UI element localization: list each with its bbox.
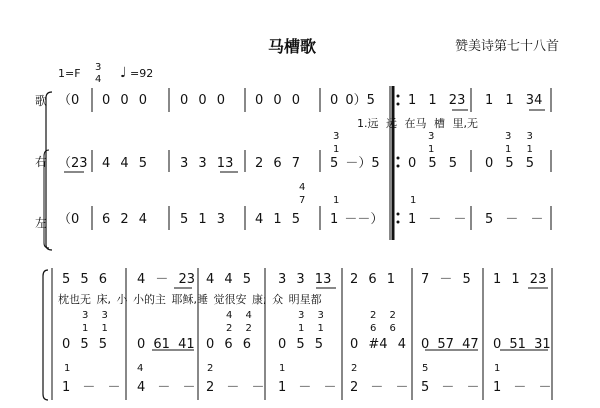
lh-measure-4: 4 1 5 xyxy=(255,212,301,227)
voice-measure-5: 0 0）5 xyxy=(330,93,375,108)
rh-measure-10: 0 6 6 xyxy=(206,337,252,352)
lh-measure-11: 1 － － xyxy=(278,380,337,395)
voice-measure-3: 0 0 0 xyxy=(180,93,226,108)
rh-measure-6: 0 5 5 xyxy=(408,156,458,171)
rh-chord-middle: 1 xyxy=(333,144,340,155)
voice-measure-2: 0 0 0 xyxy=(102,93,148,108)
lh-measure-10: 2 － － xyxy=(206,380,265,395)
voice-measure-7: 1 1 34 xyxy=(485,93,543,108)
rh-measure-4: 2 6 7 xyxy=(255,156,301,171)
rh-measure-5: 5 －）5 xyxy=(330,156,380,171)
lh-chord-middle: 1 xyxy=(333,195,340,206)
part-label-left: 左 xyxy=(35,216,48,230)
rh-measure-7: 0 5 5 xyxy=(485,156,535,171)
voice-measure-11: 3 3 13 xyxy=(278,272,332,287)
rh-measure-3: 3 3 13 xyxy=(180,156,234,171)
lh2-chord: 1 xyxy=(64,363,71,374)
lh-measure-1: （0 xyxy=(58,212,80,227)
lh-chord-middle: 7 xyxy=(299,195,306,206)
rh-measure-12: 0 #4 4 xyxy=(350,337,406,352)
lh-measure-14: 1 － － xyxy=(493,380,552,395)
rh2-chord-middle: 6 6 xyxy=(370,323,396,334)
lh2-chord: 1 xyxy=(279,363,286,374)
voice-measure-4: 0 0 0 xyxy=(255,93,301,108)
lh-measure-3: 5 1 3 xyxy=(180,212,226,227)
rh2-chord-upper: 2 2 xyxy=(370,310,396,321)
rh-measure-9: 0 61 41 xyxy=(137,337,195,352)
voice-measure-13: 7 － 5 xyxy=(421,272,471,287)
voice-measure-6: 1 1 23 xyxy=(408,93,466,108)
lh-measure-12: 2 － － xyxy=(350,380,409,395)
rh2-chord-middle: 1 1 xyxy=(298,323,324,334)
rh-measure-8: 0 5 5 xyxy=(62,337,108,352)
key-signature: 1=F xyxy=(58,67,81,80)
part-label-right: 右 xyxy=(35,155,48,169)
rh-measure-1: （23 xyxy=(58,156,88,171)
lh-measure-9: 4 － － xyxy=(137,380,196,395)
lyrics-line-1: 1.远 远 在马 槽 里,无 xyxy=(357,117,478,130)
lh-chord-middle: 1 xyxy=(410,195,417,206)
time-signature-bottom: 4 xyxy=(95,74,102,85)
voice-measure-8: 5 5 6 xyxy=(62,272,108,287)
rh-measure-11: 0 5 5 xyxy=(278,337,324,352)
rh-chord-upper: 3 xyxy=(428,131,435,142)
lh2-chord: 2 xyxy=(351,363,358,374)
voice-measure-10: 4 4 5 xyxy=(206,272,252,287)
rh-chord-upper: 3 3 xyxy=(505,131,533,142)
page-title: 马槽歌 xyxy=(268,37,317,56)
lh-measure-7: 5 － － xyxy=(485,212,544,227)
part-label-voice: 歌 xyxy=(35,94,48,108)
rh-measure-13: 0 57 47 xyxy=(421,337,479,352)
time-signature-top: 3 xyxy=(95,62,102,73)
rh2-chord-upper: 3 3 xyxy=(82,310,108,321)
rh-chord-middle: 1 xyxy=(428,144,435,155)
voice-measure-9: 4 － 23 xyxy=(137,272,196,287)
lh-chord-upper: 4 xyxy=(299,182,306,193)
voice-measure-1: （0 xyxy=(58,93,80,108)
rh2-chord-upper: 3 3 xyxy=(298,310,324,321)
rh2-chord-middle: 1 1 xyxy=(82,323,108,334)
voice-measure-12: 2 6 1 xyxy=(350,272,396,287)
voice-measure-14: 1 1 23 xyxy=(493,272,547,287)
tempo-marking: =92 xyxy=(130,67,154,80)
rh2-chord-middle: 2 2 xyxy=(226,323,252,334)
lh2-chord: 4 xyxy=(137,363,144,374)
lh-measure-6: 1 － － xyxy=(408,212,467,227)
lh2-chord: 2 xyxy=(207,363,214,374)
lh-measure-13: 5 － － xyxy=(421,380,480,395)
page-subtitle: 赞美诗第七十八首 xyxy=(455,39,560,54)
rh-measure-2: 4 4 5 xyxy=(102,156,148,171)
lh-measure-8: 1 － － xyxy=(62,380,121,395)
lh-measure-5: 1 －－） xyxy=(330,212,384,227)
rh-measure-14: 0 51 31 xyxy=(493,337,551,352)
lh-measure-2: 6 2 4 xyxy=(102,212,148,227)
rh-chord-upper: 3 xyxy=(333,131,340,142)
lh2-chord: 1 xyxy=(494,363,501,374)
rh2-chord-upper: 4 4 xyxy=(226,310,252,321)
lyrics-line-2: 枕也无 床, 小 小的主 耶稣,睡 觉很安 康; 众 明星都 xyxy=(58,293,322,306)
lh2-chord: 5 xyxy=(422,363,429,374)
quarter-note-icon: ♩ xyxy=(120,65,127,81)
rh-chord-middle: 1 1 xyxy=(505,144,533,155)
